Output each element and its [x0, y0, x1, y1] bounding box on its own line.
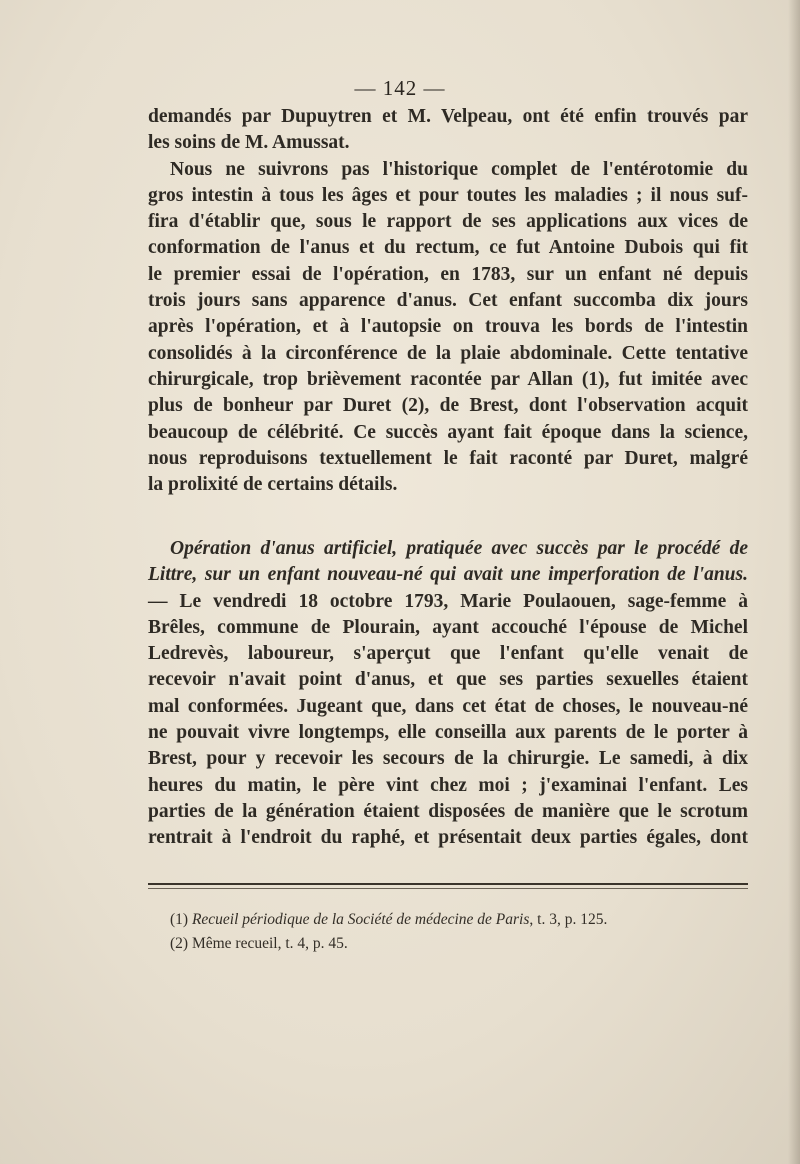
text-line: la prolixité de certains détails.	[148, 474, 398, 496]
paragraph-1	[148, 104, 748, 498]
text-line: recevoir n'avait point d'anus, et que ses parties sexuelles étaient	[148, 669, 748, 691]
text-line: — Le vendredi 18 octobre 1793, Marie Poulaouen, sage-femme à	[148, 590, 748, 612]
text-line: demandés par Dupuytren et M. Velpeau, ont été enfin trouvés par	[148, 106, 748, 127]
footnotes	[170, 908, 730, 956]
text-line: Brest, pour y recevoir les secours de la chirurgie. Le samedi, à dix	[148, 748, 748, 770]
page-number: — 142 —	[354, 76, 446, 100]
text-line: Opération d'anus artificiel, pratiquée avec succès par le procédé de	[170, 538, 748, 559]
footnote-separator	[148, 883, 748, 885]
footnote-separator-thin	[148, 888, 748, 889]
text-line: Brêles, commune de Plourain, ayant accouché l'épouse de Michel	[148, 616, 748, 638]
footnote-2: (2) Même recueil, t. 4, p. 45.	[170, 935, 348, 952]
footnote-1	[170, 908, 730, 932]
text-line: parties de la génération étaient disposées de manière que le scrotum	[148, 800, 748, 822]
text-line: fira d'établir que, sous le rapport de ses applications aux vices de	[148, 211, 748, 233]
text-line: après l'opération, et à l'autopsie on trouva les bords de l'intestin	[148, 316, 748, 338]
footnote-1-ref: , t. 3, p. 125.	[529, 911, 608, 928]
text-line: ne pouvait vivre longtemps, elle conseilla aux parents de le porter à	[148, 722, 748, 744]
text-line: beaucoup de célébrité. Ce succès ayant fait époque dans la science,	[148, 421, 748, 443]
text-line: consolidés à la circonférence de la plaie abdominale. Cette tentative	[148, 342, 748, 364]
text-line: chirurgicale, trop brièvement racontée par Allan (1), fut imitée avec	[148, 368, 748, 390]
text-line: les soins de M. Amussat.	[148, 132, 350, 154]
text-line: Nous ne suivrons pas l'historique complet de l'entérotomie du	[170, 158, 748, 180]
text-line: gros intestin à tous les âges et pour toutes les maladies ; il nous suf-	[148, 184, 748, 206]
footnote-1-marker: (1)	[170, 911, 189, 928]
text-line: rentrait à l'endroit du raphé, et présentait deux parties égales, dont	[148, 827, 748, 849]
footnote-1-title: Recueil périodique de la Société de médecine de Paris	[191, 911, 530, 928]
text-line: conformation de l'anus et du rectum, ce fut Antoine Dubois qui fit	[148, 237, 748, 259]
text-line: trois jours sans apparence d'anus. Cet enfant succomba dix jours	[148, 290, 748, 312]
page-edge-shadow	[788, 0, 800, 1164]
text-line: plus de bonheur par Duret (2), de Brest, dont l'observation acquit	[148, 395, 748, 417]
text-line: Littre, sur un enfant nouveau-né qui avait une imperforation de l'anus.	[148, 564, 748, 586]
text-line: nous reproduisons textuellement le fait raconté par Duret, malgré	[148, 447, 748, 469]
text-line: mal conformées. Jugeant que, dans cet état de choses, le nouveau-né	[148, 695, 748, 717]
text-line: Ledrevès, laboureur, s'aperçut que l'enfant qu'elle venait de	[148, 643, 748, 665]
paragraph-2	[148, 536, 748, 852]
text-line: le premier essai de l'opération, en 1783, sur un enfant né depuis	[148, 263, 748, 285]
text-line: heures du matin, le père vint chez moi ; j'examinai l'enfant. Les	[148, 774, 748, 796]
